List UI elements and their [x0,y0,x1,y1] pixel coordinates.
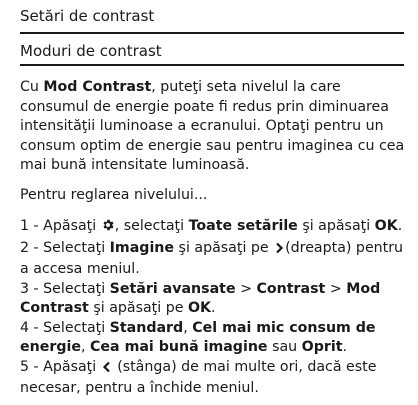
key-name: OK [374,218,398,234]
key-name: OK [187,300,211,316]
step-text: . [397,218,403,234]
section-title: Moduri de contrast [20,42,162,60]
menu-name: Mod Contrast [20,280,381,316]
menu-name: Imagine [109,239,175,256]
steps-list [20,217,406,399]
step-text: Selectaţi [43,280,110,297]
step-text: şi apăsaţi [297,218,375,234]
step-text: > [235,280,257,297]
step-text: Selectaţi [43,239,110,256]
step-text: şi apăsaţi pe [88,300,188,316]
step-text: , selectaţi [114,218,189,234]
step-2 [20,239,406,280]
intro-text-rest: , puteţi seta nivelul la care consumul de energie poate fi redus prin diminuarea intensităţii luminoase a ecranului. Optaţi pentru un consum optim de energie sau pentru imaginea cu cea mai bună intensitate luminoasă. [20,79,405,173]
step-4 [20,319,406,358]
step-number: 4 - [20,319,44,336]
step-number: 1 - [20,218,44,234]
intro-paragraph [20,78,406,176]
chevron-right-icon [273,241,285,261]
step-text: , [80,339,91,355]
step-text: şi apăsaţi pe [174,239,274,256]
step-text: Apăsaţi [43,218,101,234]
option-name: Oprit [301,339,343,355]
menu-name: Contrast [256,280,326,297]
option-name: Standard [109,319,184,336]
gear-icon [101,218,115,239]
section-body [20,78,406,399]
step-text: . [342,339,348,355]
chevron-left-icon [101,360,113,380]
step-text: (dreapta) pentru a accesa meniul. [20,239,404,277]
step-1 [20,217,406,239]
step-text: > [325,280,347,297]
manual-page [20,0,410,396]
step-text: , [183,319,193,336]
option-name: Cea mai bună imagine [90,339,268,355]
step-3 [20,280,406,319]
menu-name: Setări avansate [109,280,236,297]
page-header-title: Setări de contrast [20,7,155,25]
step-5 [20,358,406,399]
step-number: 3 - [20,280,44,297]
step-text: Selectaţi [43,319,110,336]
step-number: 2 - [20,239,44,256]
section-divider [20,64,404,66]
intro-emphasis: Mod Contrast [43,79,152,95]
step-text: (stânga) de mai multe ori, dacă este necesar, pentru a închide meniul. [20,358,377,396]
adjust-label: Pentru reglarea nivelului... [20,186,208,203]
step-number: 5 - [20,358,44,375]
intro-text: Cu [20,79,44,95]
step-text: sau [267,339,302,355]
option-name: Cel mai mic consum de energie [20,319,376,355]
page-header [20,0,410,35]
header-divider [20,32,404,34]
step-text: Apăsaţi [43,358,101,375]
step-text: . [211,300,216,316]
menu-name: Toate setările [188,218,298,234]
